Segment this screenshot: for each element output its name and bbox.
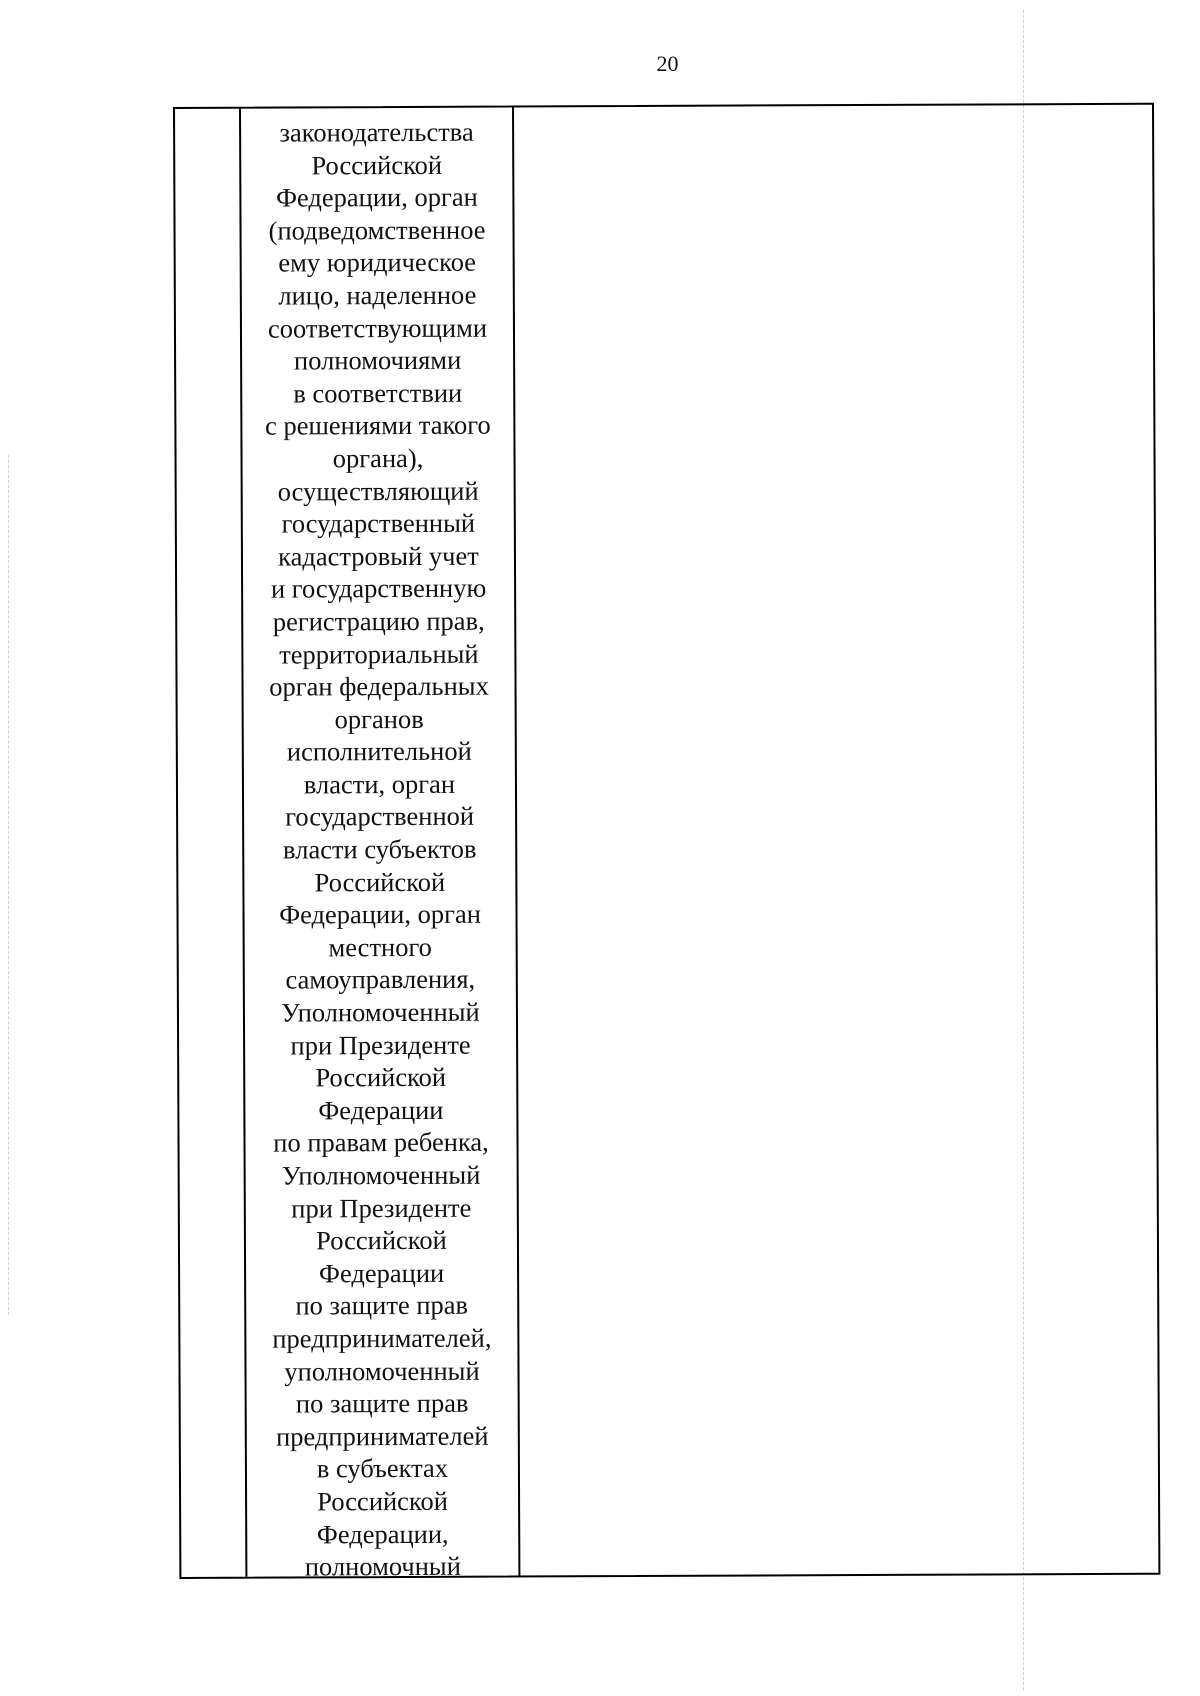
cell-text-line: ему юридическое (278, 247, 477, 278)
cell-text-line: Федерации, орган (279, 898, 481, 930)
cell-text-line: предпринимателей, (272, 1322, 492, 1354)
cell-text-line: власти, орган (303, 768, 456, 800)
cell-text-line: при Президенте (290, 1029, 471, 1061)
cell-text-line: Федерации (318, 1257, 445, 1289)
cell-text-line: (подведомственное (268, 214, 486, 246)
cell-text-line: исполнительной (286, 735, 472, 767)
cell-text-line: полномочный (304, 1550, 461, 1582)
cell-text-line: соответствующими (267, 312, 488, 344)
scan-artifact-left (8, 455, 9, 1315)
cell-text-line: с решениями такого (265, 409, 491, 441)
cell-text-line: самоуправления, (285, 964, 476, 995)
cell-text-line: орган федеральных (269, 670, 489, 702)
cell-text-line: по защите прав (295, 1290, 469, 1321)
cell-text-line: предпринимателей (275, 1420, 489, 1452)
cell-text-line: Уполномоченный (281, 996, 480, 1028)
cell-text-line: лицо, наделенное (278, 279, 477, 311)
cell-text-line: органа), (332, 442, 424, 474)
page-number: 20 (656, 51, 679, 76)
cell-text-line: Российской (317, 1485, 448, 1517)
table-cell-description (514, 105, 1158, 1576)
table-cell-name (241, 108, 520, 1582)
cell-text-line: уполномоченный (284, 1355, 480, 1387)
cell-text-line: государственный (281, 507, 476, 539)
cell-text-line: в соответствии (293, 377, 463, 409)
cell-text-line: территориальный (279, 638, 479, 670)
cell-text-line: по правам ребенка, (273, 1127, 489, 1158)
cell-text-line: осуществляющий (277, 475, 479, 507)
cell-text-line: по защите прав (295, 1387, 469, 1419)
cell-text-line: при Президенте (291, 1192, 472, 1224)
cell-text-line: Федерации (318, 1094, 444, 1126)
document-table (173, 103, 1160, 1582)
cell-text-line: власти субъектов (282, 833, 477, 865)
cell-text-line: государственной (285, 801, 475, 832)
cell-text-line: органов (334, 703, 424, 734)
cell-text-line: и государственную (270, 572, 487, 604)
cell-text-line: Российской (311, 149, 443, 180)
cell-text-line: Уполномоченный (281, 1159, 481, 1191)
cell-text-line: Федерации, (316, 1518, 449, 1549)
cell-text-line: кадастровый учет (278, 540, 479, 572)
cell-text-line: Российской (314, 866, 446, 898)
cell-text-line: местного (328, 931, 432, 963)
cell-text-line: в субъектах (316, 1453, 449, 1484)
cell-text-line: Федерации, орган (275, 181, 478, 213)
table-cell-number (175, 109, 247, 1577)
cell-text-line: законодательства (279, 116, 474, 148)
cell-text-line: Российской (315, 1062, 447, 1093)
cell-text-line: полномочиями (293, 344, 462, 376)
cell-text-line: Российской (316, 1225, 447, 1256)
cell-text-line: регистрацию прав, (272, 605, 485, 637)
